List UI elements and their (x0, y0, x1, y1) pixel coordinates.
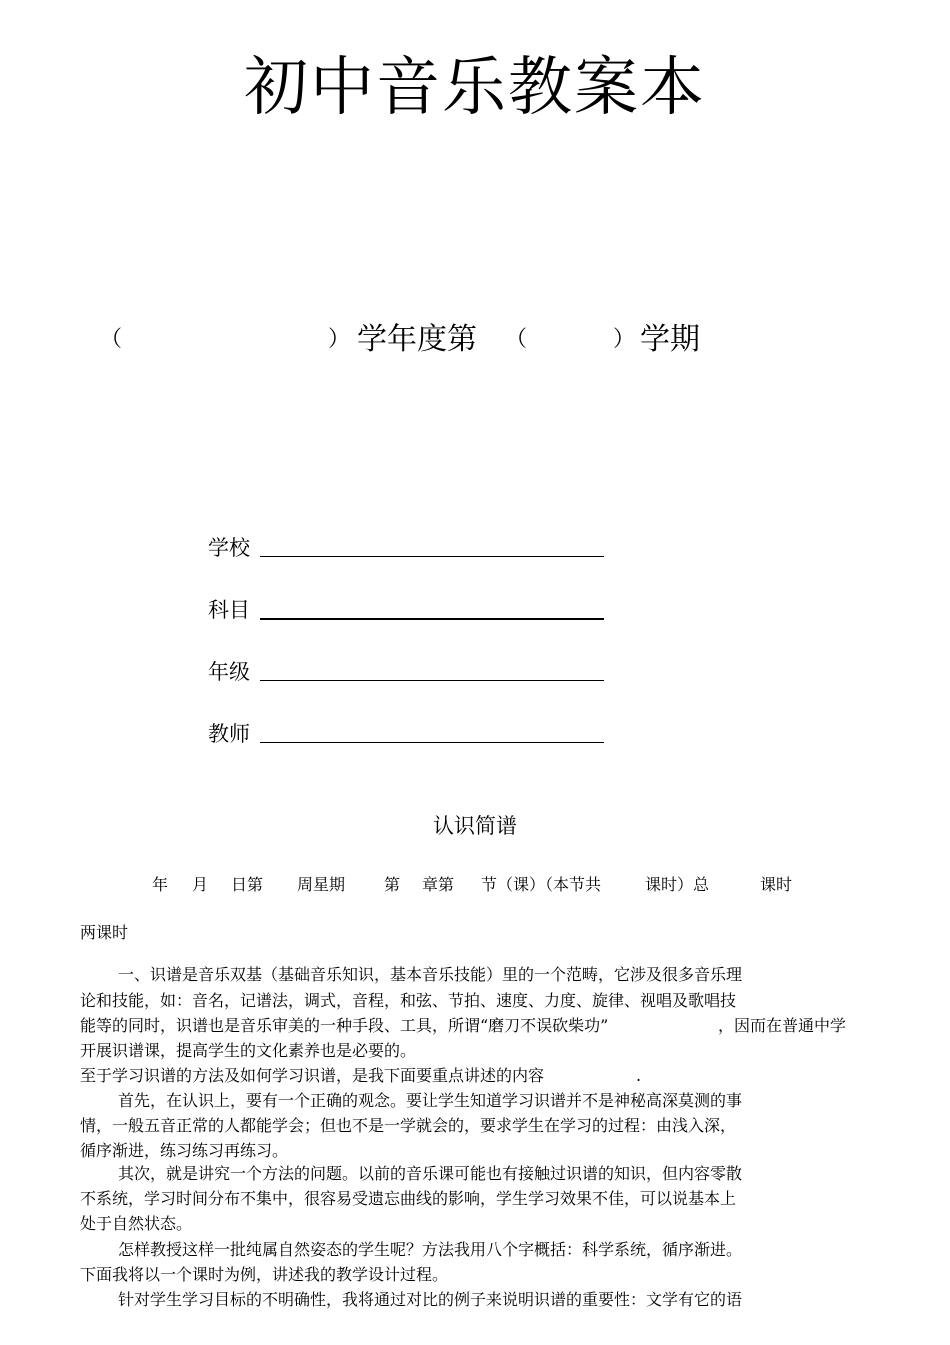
field-teacher-line (260, 742, 604, 743)
lesson-title: 认识简谱 (433, 814, 517, 838)
field-school-label: 学校 (208, 536, 250, 560)
term-close-paren-1: ） (328, 327, 351, 352)
term-close-paren-2: ） (613, 327, 636, 352)
term-semester-label: 学期 (640, 322, 700, 357)
body-line: 情，一般五音正常的人都能学会；但也不是一学就会的，要求学生在学习的过程：由浅入深， (80, 1116, 737, 1135)
term-school-year-label: 学年度第 (357, 322, 477, 357)
date-word: 课时 (760, 875, 793, 894)
field-subject-label: 科目 (208, 598, 250, 622)
body-line: 处于自然状态。 (80, 1214, 193, 1233)
body-line: 首先，在认识上，要有一个正确的观念。要让学生知道学习识谱并不是神秘高深莫测的事 (118, 1091, 743, 1110)
date-word: 日第 (231, 875, 264, 894)
field-teacher-label: 教师 (208, 722, 250, 746)
body-line: 能等的同时，识谱也是音乐审美的一种手段、工具，所谓“磨刀不误砍柴功” (80, 1016, 609, 1035)
date-word: 月 (192, 875, 209, 894)
body-line: 开展识谱课，提高学生的文化素养也是必要的。 (80, 1041, 417, 1060)
body-line: 不系统，学习时间分布不集中，很容易受遗忘曲线的影响，学生学习效果不佳，可以说基本上 (80, 1189, 737, 1208)
field-school-line (260, 556, 604, 557)
date-word: 课时）总 (645, 875, 710, 894)
body-line: 一、识谱是音乐双基（基础音乐知识，基本音乐技能）里的一个范畴，它涉及很多音乐理 (118, 965, 743, 984)
body-line: 针对学生学习目标的不明确性，我将通过对比的例子来说明识谱的重要性：文学有它的语 (118, 1290, 743, 1309)
body-line: 怎样教授这样一批纯属自然姿态的学生呢？方法我用八个字概括：科学系统，循序渐进。 (118, 1240, 743, 1259)
field-grade-line (260, 680, 604, 681)
term-open-paren-1: （ (100, 327, 123, 352)
page-title: 初中音乐教案本 (244, 51, 706, 125)
date-word: 第 (384, 875, 401, 894)
field-subject-line (260, 618, 604, 620)
body-line: 至于学习识谱的方法及如何学习识谱，是我下面要重点讲述的内容 (80, 1066, 545, 1085)
body-line: . (636, 1066, 642, 1085)
lesson-duration: 两课时 (80, 923, 129, 942)
date-word: 章第 (422, 875, 455, 894)
date-word: 节（课）（本节共 (481, 875, 602, 894)
date-word: 周星期 (297, 875, 346, 894)
body-line: 下面我将以一个课时为例，讲述我的教学设计过程。 (80, 1265, 449, 1284)
body-line: 其次，就是讲究一个方法的问题。以前的音乐课可能也有接触过识谱的知识，但内容零散 (118, 1164, 743, 1183)
body-line: 论和技能，如：音名，记谱法，调式，音程，和弦、节拍、速度、力度、旋律、视唱及歌唱技 (80, 991, 737, 1010)
term-open-paren-2: （ (505, 327, 528, 352)
field-grade-label: 年级 (208, 660, 250, 684)
body-line: 循序渐进，练习练习再练习。 (80, 1141, 289, 1160)
date-word: 年 (152, 875, 169, 894)
body-line: ，因而在普通中学 (718, 1016, 847, 1035)
